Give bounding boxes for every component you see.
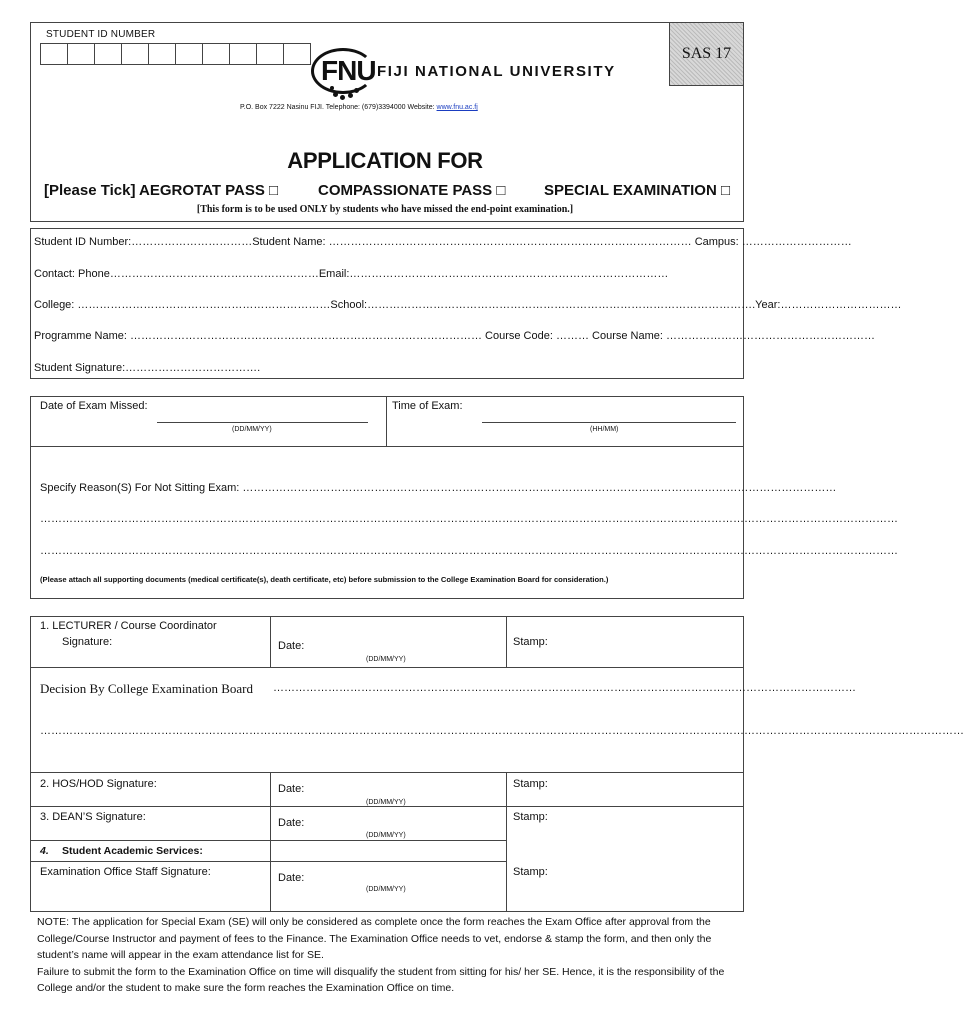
address-line [240, 104, 478, 111]
hod-signature-label: 2. HOS/HOD Signature: [40, 778, 157, 790]
row1-bottom [30, 667, 744, 668]
contact-email-field[interactable]: Contact: Phone…………………………………………………Email:…………………………………………………………………………… [34, 268, 669, 280]
note-paragraph-1: NOTE: The application for Special Exam (SE) will only be considered as complete once the form reaches the Exam Office after approval from the College/Course Instructor and payment of fees to the Finance. The Examination Office needs to vet, endorse & stamp the form, and then only the student’s name will appear in the exam attendance list for SE. [37, 916, 712, 961]
decision-field[interactable]: …………………………………………………………………………………………………………………………………………… [273, 682, 856, 694]
student-id-digit-box[interactable] [67, 43, 95, 65]
student-id-digit-box[interactable] [256, 43, 284, 65]
student-signature-field[interactable]: Student Signature:………………………………. [34, 362, 261, 374]
student-id-digit-box[interactable] [175, 43, 203, 65]
sas-number: 4. [40, 845, 49, 857]
exam-divider-h [30, 446, 744, 447]
reason-line-2[interactable]: ……………………………………………………………………………………………………………………………………………………………………………………………………………… [40, 513, 898, 525]
time-exam-format: (HH/MM) [590, 426, 619, 433]
row1-divider-a [270, 616, 271, 667]
website-link[interactable]: www.fnu.ac.fj [436, 104, 478, 111]
student-id-digit-box[interactable] [94, 43, 122, 65]
dean-date-format: (DD/MM/YY) [366, 832, 406, 839]
reason-field[interactable]: Specify Reason(S) For Not Sitting Exam: ……………………………………………………………………………………………………………………………………………… [40, 482, 837, 494]
logo-dots-icon [330, 86, 360, 106]
student-id-digit-box[interactable] [148, 43, 176, 65]
decision-bottom [30, 772, 744, 773]
note-block [37, 914, 747, 997]
lecturer-stamp-label: Stamp: [513, 636, 548, 648]
lecturer-date-format: (DD/MM/YY) [366, 656, 406, 663]
exam-box [30, 396, 898, 599]
option-special-exam[interactable]: SPECIAL EXAMINATION □ [544, 182, 731, 199]
exam-office-signature-label: Examination Office Staff Signature: [40, 866, 211, 878]
student-id-digit-box[interactable] [121, 43, 149, 65]
time-exam-label: Time of Exam: [392, 400, 463, 412]
hod-stamp-label: Stamp: [513, 778, 548, 790]
form-subtitle: [This form is to be used ONLY by students who have missed the end-point examination.] [196, 204, 574, 215]
dean-signature-label: 3. DEAN’S Signature: [40, 811, 146, 823]
student-id-digit-box[interactable] [229, 43, 257, 65]
form-code: SAS 17 [669, 23, 743, 86]
form-title: APPLICATION FOR [287, 148, 483, 173]
programme-course-field[interactable]: Programme Name: …………………………………………………………………………………… Course Code: ……… Course Name: ………………………………………………… [34, 330, 875, 342]
exam-office-stamp-label: Stamp: [513, 866, 548, 878]
student-id-label: STUDENT ID NUMBER [46, 29, 156, 40]
college-school-year-field[interactable]: College: ……………………………………………………………School:…………………………………………………………………………………………….Year:…………………………… [34, 299, 902, 311]
address-text: P.O. Box 7222 Nasinu FIJI. Telephone: (679)3394000 Website: [240, 104, 437, 111]
row5-divider-a [270, 861, 271, 912]
sas-heading: Student Academic Services: [62, 845, 203, 857]
student-id-digit-box[interactable] [283, 43, 311, 65]
student-id-boxes[interactable] [40, 43, 310, 65]
date-missed-label: Date of Exam Missed: [40, 400, 148, 412]
student-id-name-campus-field[interactable]: Student ID Number:……………………………Student Name: ……………………………………………………………………………………… Campus: ………………………… [34, 236, 852, 248]
decision-label: Decision By College Examination Board [40, 681, 254, 696]
date-missed-input[interactable] [157, 422, 368, 423]
dean-date-label: Date: [278, 817, 305, 829]
exam-office-date-format: (DD/MM/YY) [366, 886, 406, 893]
lecturer-date-label: Date: [278, 640, 305, 652]
row2-bottom [30, 806, 744, 807]
dean-stamp-label: Stamp: [513, 811, 548, 823]
decision-line-2[interactable]: ……………………………………………………………………………………………………………………………………………………………………………………………………………………………… [40, 725, 964, 737]
exam-office-date-label: Date: [278, 872, 305, 884]
logo-mark: FNU [321, 55, 376, 86]
attach-note: (Please attach all supporting documents (medical certificate(s), death certificate, etc) before submission to the College Examination Board for consideration.) [40, 575, 609, 584]
rows-divider-b [506, 772, 507, 912]
lecturer-label: 1. LECTURER / Course Coordinator [40, 620, 217, 632]
hod-date-label: Date: [278, 783, 305, 795]
exam-divider [386, 396, 387, 446]
option-aegrotat[interactable]: [Please Tick] AEGROTAT PASS □ [44, 182, 279, 199]
date-missed-format: (DD/MM/YY) [232, 426, 272, 433]
student-id-digit-box[interactable] [202, 43, 230, 65]
lecturer-signature-label: Signature: [62, 636, 113, 648]
note-paragraph-2: Failure to submit the form to the Examination Office on time will disqualify the student from sitting for his/ her SE. Hence, it is the responsibility of the College and/or the student to make sure the form reaches the Examination Office on time. [37, 965, 725, 994]
row1-divider-b [506, 616, 507, 667]
time-exam-input[interactable] [482, 422, 736, 423]
university-name: FIJI NATIONAL UNIVERSITY [377, 63, 616, 80]
option-compassionate[interactable]: COMPASSIONATE PASS □ [318, 182, 506, 199]
student-id-digit-box[interactable] [40, 43, 68, 65]
row3-bottom [30, 840, 506, 841]
row4-divider [30, 861, 506, 862]
reason-line-3[interactable]: ……………………………………………………………………………………………………………………………………………………………………………………………………………… [40, 545, 898, 557]
hod-date-format: (DD/MM/YY) [366, 799, 406, 806]
